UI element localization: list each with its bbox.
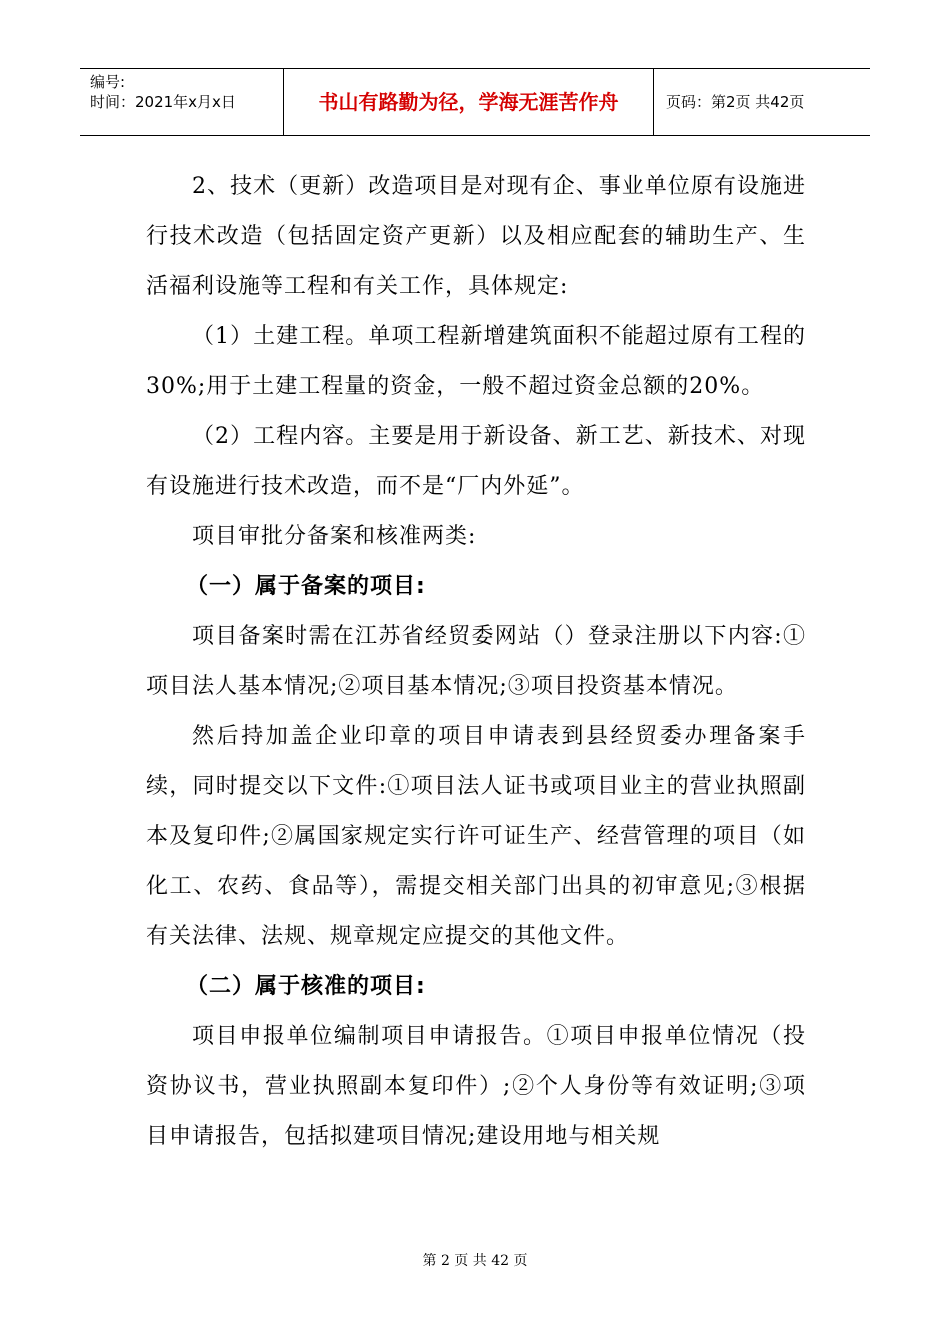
page-header	[80, 68, 870, 136]
document-number-label: 编号:	[90, 73, 126, 91]
paragraph: 项目备案时需在江苏省经贸委网站（）登录注册以下内容:①项目法人基本情况;②项目基本情况;③项目投资基本情况。	[146, 624, 806, 699]
document-body	[146, 162, 806, 1162]
section-heading-filing: （一）属于备案的项目:	[186, 574, 426, 599]
paragraph: 项目申报单位编制项目申请报告。①项目申报单位情况（投资协议书，营业执照副本复印件）;②个人身份等有效证明;③项目申请报告，包括拟建项目情况;建设用地与相关规	[146, 1024, 806, 1149]
paragraph: 项目审批分备案和核准两类:	[192, 524, 477, 549]
paragraph: 然后持加盖企业印章的项目申请表到县经贸委办理备案手续，同时提交以下文件:①项目法人证书或项目业主的营业执照副本及复印件;②属国家规定实行许可证生产、经营管理的项目（如化工、农药、食品等），需提交相关部门出具的初审意见;③根据有关法律、法规、规章规定应提交的其他文件。	[146, 724, 806, 949]
paragraph: 2、技术（更新）改造项目是对现有企、事业单位原有设施进行技术改造（包括固定资产更新）以及相应配套的辅助生产、生活福利设施等工程和有关工作，具体规定:	[146, 174, 806, 299]
page-footer: 第 2 页 共 42 页	[422, 1253, 528, 1269]
header-page-info: 页码：第2页 共42页	[666, 93, 805, 111]
header-motto: 书山有路勤为径，学海无涯苦作舟	[283, 69, 654, 135]
header-meta	[80, 69, 283, 135]
document-date-label: 时间：2021年x月x日	[90, 93, 236, 111]
paragraph: （2）工程内容。主要是用于新设备、新工艺、新技术、对现有设施进行技术改造，而不是“厂内外延”。	[146, 424, 806, 499]
paragraph: （1）土建工程。单项工程新增建筑面积不能超过原有工程的30%;用于土建工程量的资金，一般不超过资金总额的20%。	[146, 324, 806, 399]
section-heading-approval: （二）属于核准的项目:	[186, 974, 426, 999]
